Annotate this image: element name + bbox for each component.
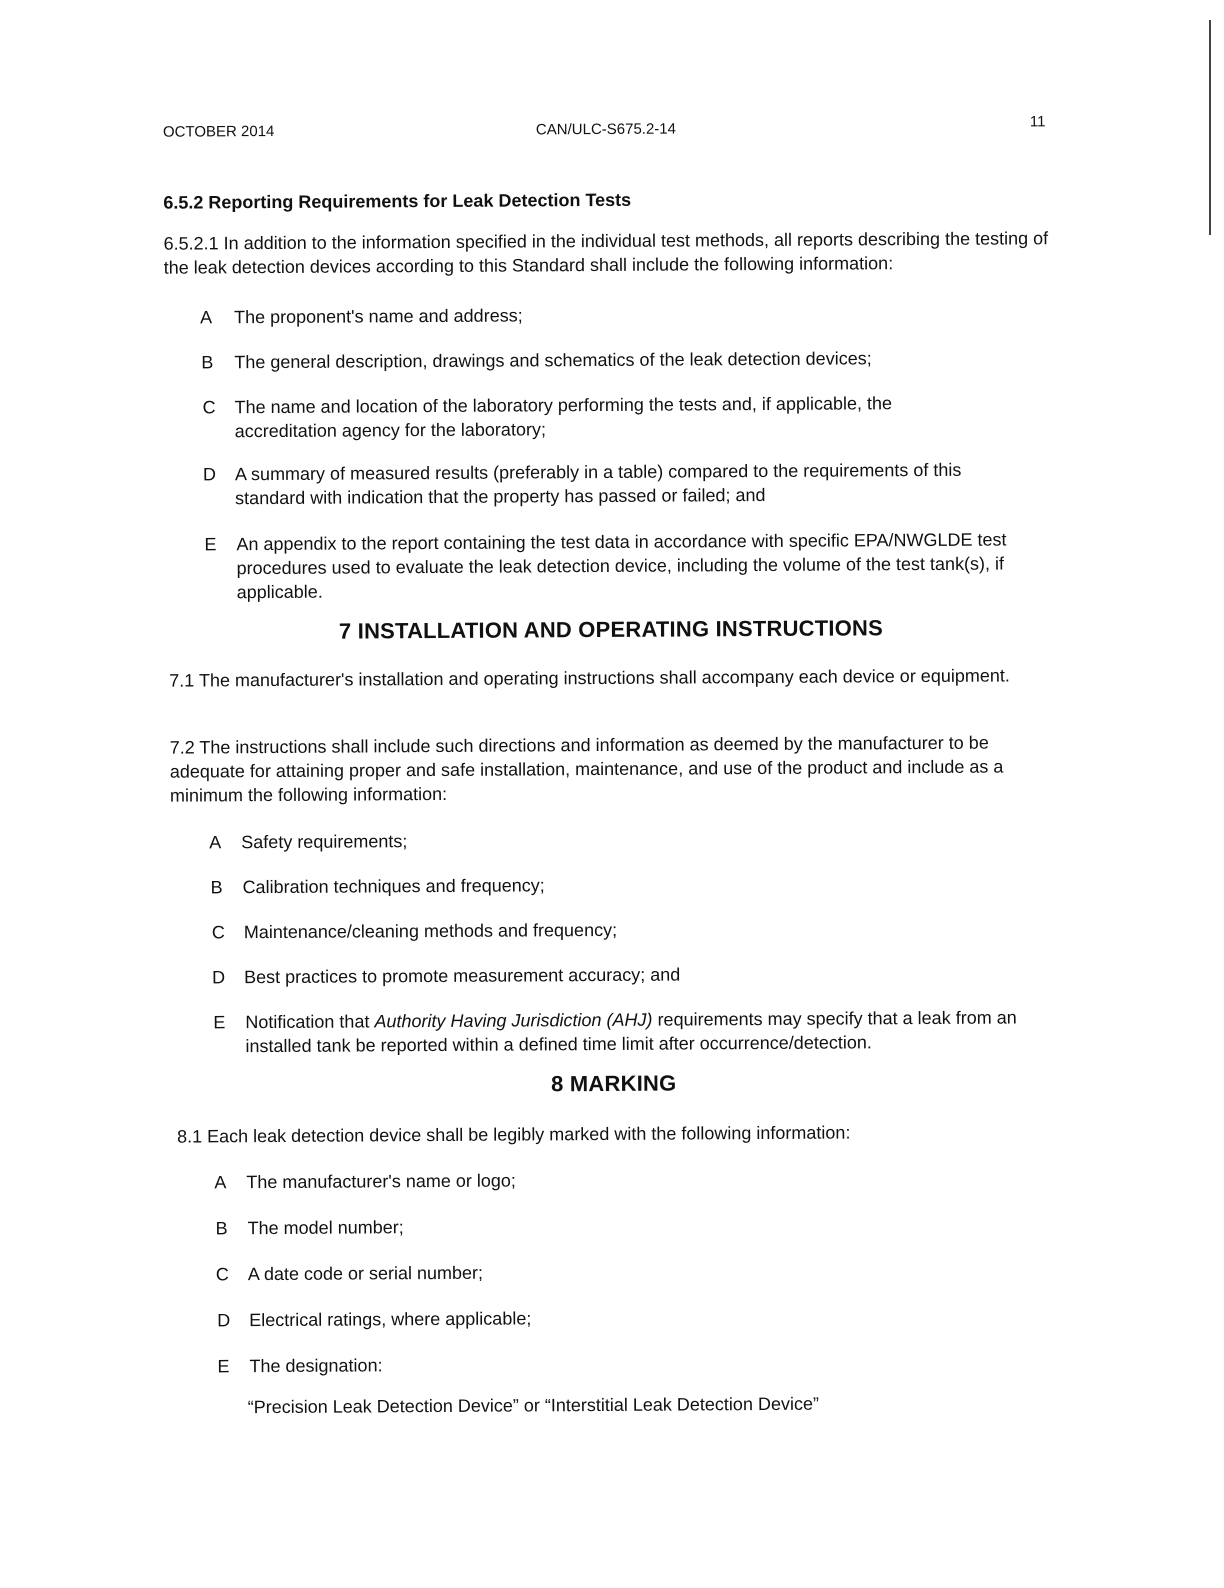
header-date: OCTOBER 2014 [162,122,275,141]
list-item [215,1257,1076,1285]
notification-text-rest: requirements may specify that a leak from an installed tank be reported within a defined time limit after occurrence/detection. [245,1007,1017,1057]
list-item [211,915,1072,943]
list-item [202,457,1063,509]
list-item [213,1005,1073,1057]
list-item-text [245,1005,1045,1058]
designation-text: “Precision Leak Detection Device” or “Interstitial Leak Detection Device” [247,1393,820,1418]
paragraph-8-1: 8.1 Each leak detection device shall be legibly marked with the following information: [176,1122,851,1147]
list-letter: E [204,534,217,555]
list-item [199,300,1060,328]
list-letter: C [211,922,225,943]
list-letter: D [217,1310,231,1331]
list-item [210,870,1070,898]
list-item [217,1303,1077,1331]
list-item-text: Electrical ratings, where applicable; [249,1308,532,1331]
list-item-text: The model number; [247,1217,404,1239]
list-item-text: The manufacturer's name or logo; [246,1170,516,1193]
list-item-text: Maintenance/cleaning methods and frequency; [243,919,618,943]
section-heading-7: 7 INSTALLATION AND OPERATING INSTRUCTIONS [338,615,883,644]
list-item [215,1211,1076,1239]
paragraph-6-5-2-1: 6.5.2.1 In addition to the information specified in the individual test methods, all reports describing the testing of the leak detection devices according to this Standard shall include the following information: [163,228,1049,278]
list-item-text: The designation: [249,1355,383,1377]
subsection-heading-6-5-2: 6.5.2 Reporting Requirements for Leak Detection Tests [163,189,632,213]
list-item [212,960,1072,988]
paragraph-7-2: 7.2 The instructions shall include such directions and information as deemed by the manufacturer to be adequate for attaining proper and safe installation, maintenance, and use of the product and include as a minimum the following information: [169,732,1004,806]
list-item-text: A date code or serial number; [247,1262,484,1285]
list-item-text: An appendix to the report containing the test data in accordance with specific EPA/NWGLDE test procedures used to evaluate the leak detection device, including the volume of the test tank(s), if applicable. [236,529,1007,603]
list-item [209,825,1069,853]
list-item-text: The general description, drawings and schematics of the leak detection devices; [234,348,872,373]
list-letter: D [202,464,217,485]
list-item-text: Best practices to promote measurement accuracy; and [244,964,681,988]
list-letter: D [212,967,226,988]
list-letter: B [210,877,223,898]
list-item-text: A summary of measured results (preferably in a table) compared to the requirements of this standard with indication that the property has passed or failed; and [234,459,962,509]
list-item [214,1165,1074,1193]
list-item-text: Calibration techniques and frequency; [242,875,545,898]
section-heading-8: 8 MARKING [551,1070,677,1097]
list-letter: C [215,1264,229,1285]
paragraph-7-1: 7.1 The manufacturer's installation and operating instructions shall accompany each device or equipment. [169,665,1010,691]
list-item [201,345,1061,373]
list-item [217,1349,1077,1377]
page-number: 11 [1029,113,1046,131]
list-item-text: The proponent's name and address; [233,305,523,328]
list-letter: B [215,1218,228,1239]
notification-text: Notification that [245,1011,375,1033]
list-letter: E [213,1012,226,1033]
list-item-text: The name and location of the laboratory performing the tests and, if applicable, the accreditation agency for the laboratory; [234,393,893,442]
list-letter: B [201,352,214,373]
list-item [204,527,1064,603]
ahj-term: Authority Having Jurisdiction (AHJ) [374,1009,653,1032]
list-item-text: Safety requirements; [241,831,408,853]
list-letter: E [217,1356,230,1377]
list-letter: A [199,307,213,328]
list-letter: A [209,832,222,853]
list-letter: A [214,1172,227,1193]
header-standard: CAN/ULC-S675.2-14 [535,120,677,139]
list-letter: C [202,397,216,418]
list-item [202,390,1063,442]
